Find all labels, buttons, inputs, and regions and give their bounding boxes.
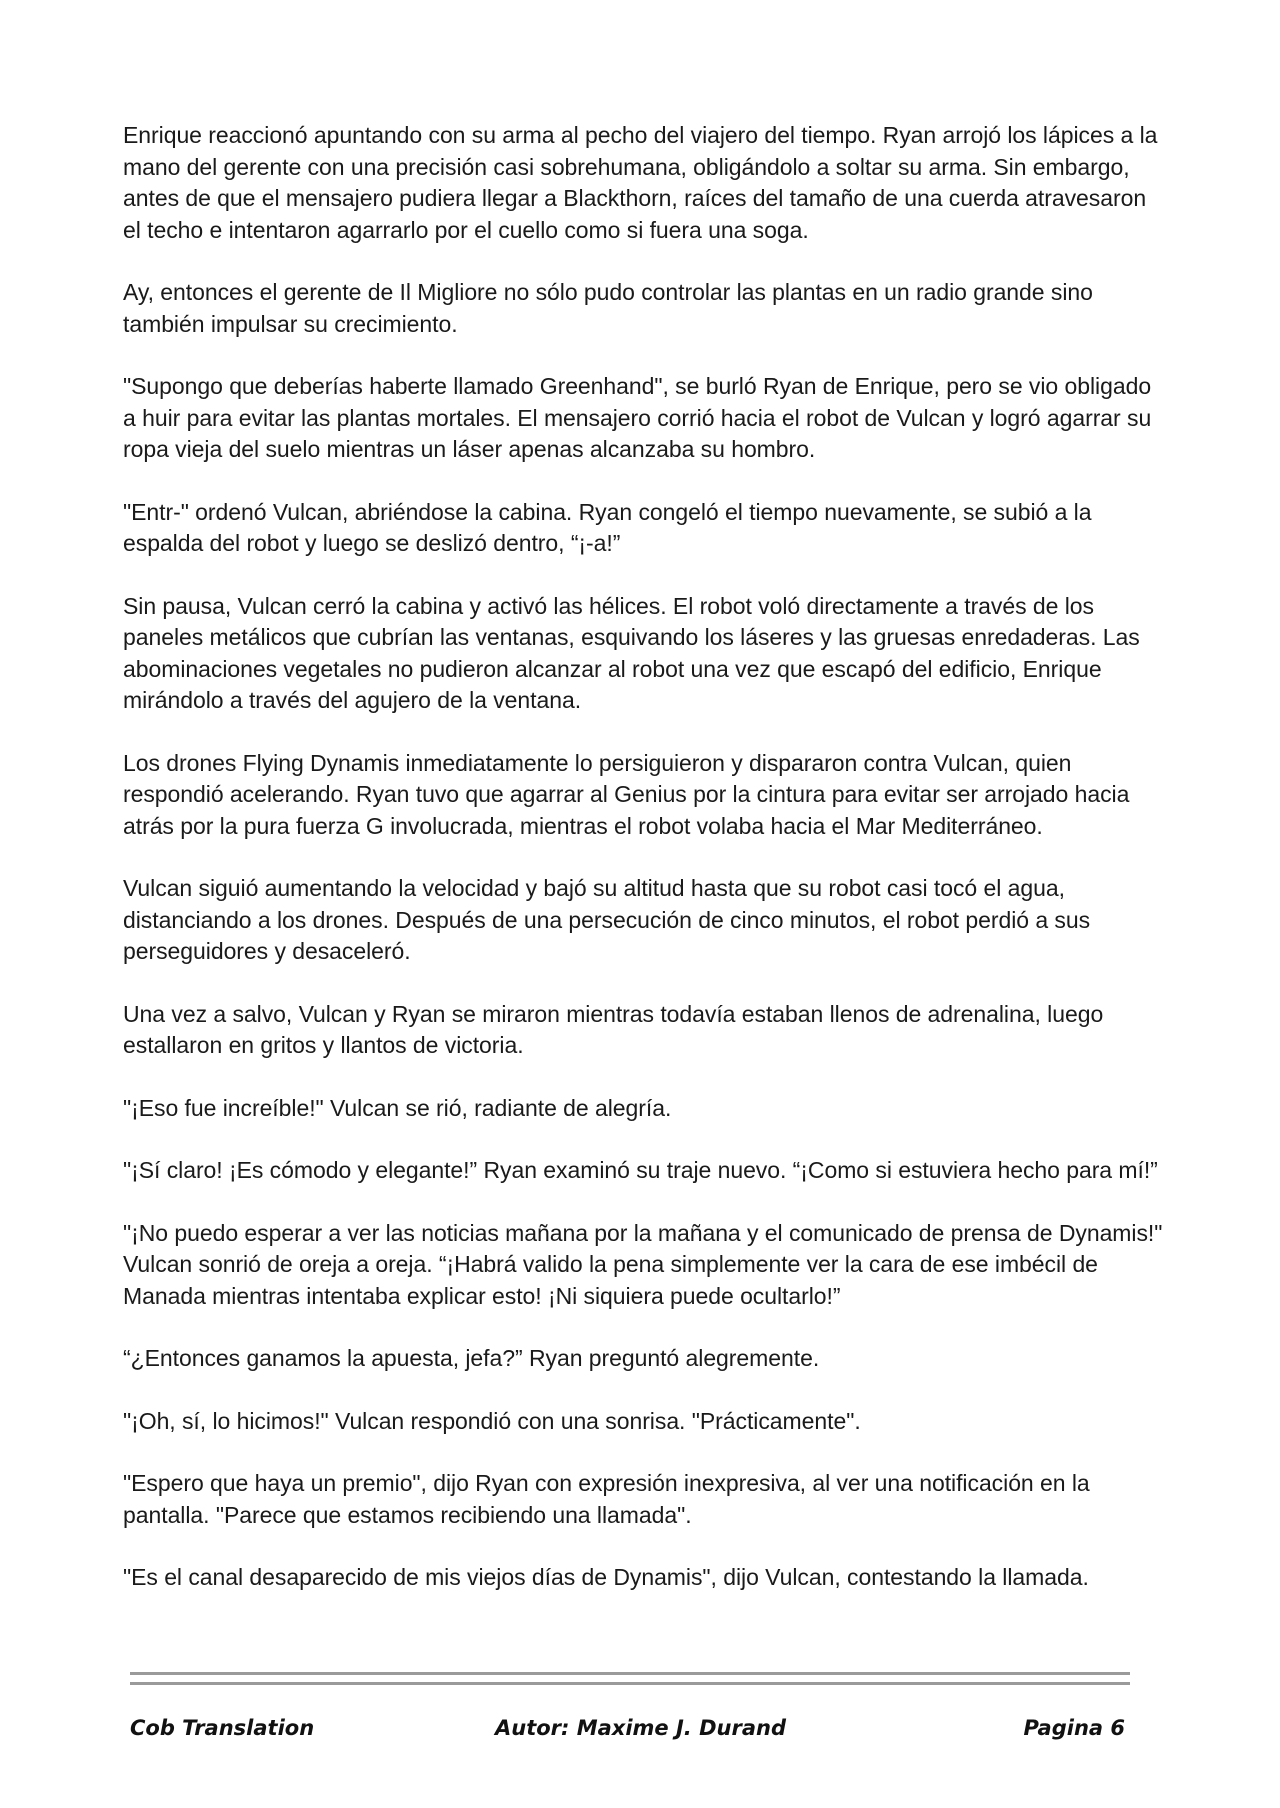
paragraph: "Es el canal desaparecido de mis viejos días de Dynamis", dijo Vulcan, contestando la llamada. xyxy=(123,1564,1089,1590)
footer-author: Autor: Maxime J. Durand xyxy=(495,1716,786,1740)
paragraph: Los drones Flying Dynamis inmediatamente lo persiguieron y dispararon contra Vulcan, quien respondió acelerando. Ryan tuvo que agarrar al Genius por la cintura para evitar ser arrojado hacia atrás por la pura fuerza G involucrada, mientras el robot volaba hacia el Mar Mediterráneo. xyxy=(123,749,1130,839)
paragraph: "Entr-" ordenó Vulcan, abriéndose la cabina. Ryan congeló el tiempo nuevamente, se subió a la espalda del robot y luego se deslizó dentro, “¡-a!” xyxy=(123,498,1092,556)
page-body xyxy=(123,120,1163,1625)
paragraph: Vulcan siguió aumentando la velocidad y bajó su altitud hasta que su robot casi tocó el agua, distanciando a los drones. Después de una persecución de cinco minutos, el robot perdió a sus perseguidores y desaceleró. xyxy=(123,875,1091,964)
footer-divider xyxy=(130,1672,1130,1692)
paragraph: Ay, entonces el gerente de Il Migliore no sólo pudo controlar las plantas en un radio grande sino también impulsar su crecimiento. xyxy=(123,279,1093,337)
footer-page-number: Pagina 6 xyxy=(1023,1716,1125,1740)
paragraph: Enrique reaccionó apuntando con su arma al pecho del viajero del tiempo. Ryan arrojó los lápices a la mano del gerente con una precisión casi sobrehumana, obligándolo a soltar su arma. Sin embargo, antes de que el mensajero pudiera llegar a Blackthorn, raíces del tamaño de una cuerda atravesaron el techo e intentaron agarrarlo por el cuello como si fuera una soga. xyxy=(123,122,1158,243)
paragraph: "Espero que haya un premio", dijo Ryan con expresión inexpresiva, al ver una notificación en la pantalla. "Parece que estamos recibiendo una llamada". xyxy=(123,1470,1090,1528)
paragraph: “¿Entonces ganamos la apuesta, jefa?” Ryan preguntó alegremente. xyxy=(123,1345,820,1371)
paragraph: Una vez a salvo, Vulcan y Ryan se miraron mientras todavía estaban llenos de adrenalina, luego estallaron en gritos y llantos de victoria. xyxy=(123,1000,1104,1058)
paragraph: "¡Oh, sí, lo hicimos!" Vulcan respondió con una sonrisa. "Prácticamente". xyxy=(123,1407,861,1434)
page-footer xyxy=(130,1716,1130,1746)
footer-rule-top xyxy=(130,1672,1130,1675)
paragraph: "¡Sí claro! ¡Es cómodo y elegante!” Ryan examinó su traje nuevo. “¡Como si estuviera hecho para mí!” xyxy=(123,1157,1158,1183)
paragraph: "¡No puedo esperar a ver las noticias mañana por la mañana y el comunicado de prensa de Dynamis!" Vulcan sonrió de oreja a oreja. “¡Habrá valido la pena simplemente ver la cara de ese imbécil de Manada mientras intentaba explicar esto! ¡Ni siquiera puede ocultarlo!” xyxy=(123,1219,1163,1309)
footer-rule-bottom xyxy=(130,1682,1130,1685)
paragraph: "Supongo que deberías haberte llamado Greenhand", se burló Ryan de Enrique, pero se vio obligado a huir para evitar las plantas mortales. El mensajero corrió hacia el robot de Vulcan y logró agarrar su ropa vieja del suelo mientras un láser apenas alcanzaba su hombro. xyxy=(123,373,1152,462)
footer-translator: Cob Translation xyxy=(130,1716,315,1740)
paragraph: Sin pausa, Vulcan cerró la cabina y activó las hélices. El robot voló directamente a través de los paneles metálicos que cubrían las ventanas, esquivando los láseres y las gruesas enredaderas. Las abominaciones vegetales no pudieron alcanzar al robot una vez que escapó del edificio, Enrique mirándolo a través del agujero de la ventana. xyxy=(123,592,1140,713)
paragraph: "¡Eso fue increíble!" Vulcan se rió, radiante de alegría. xyxy=(123,1094,672,1121)
